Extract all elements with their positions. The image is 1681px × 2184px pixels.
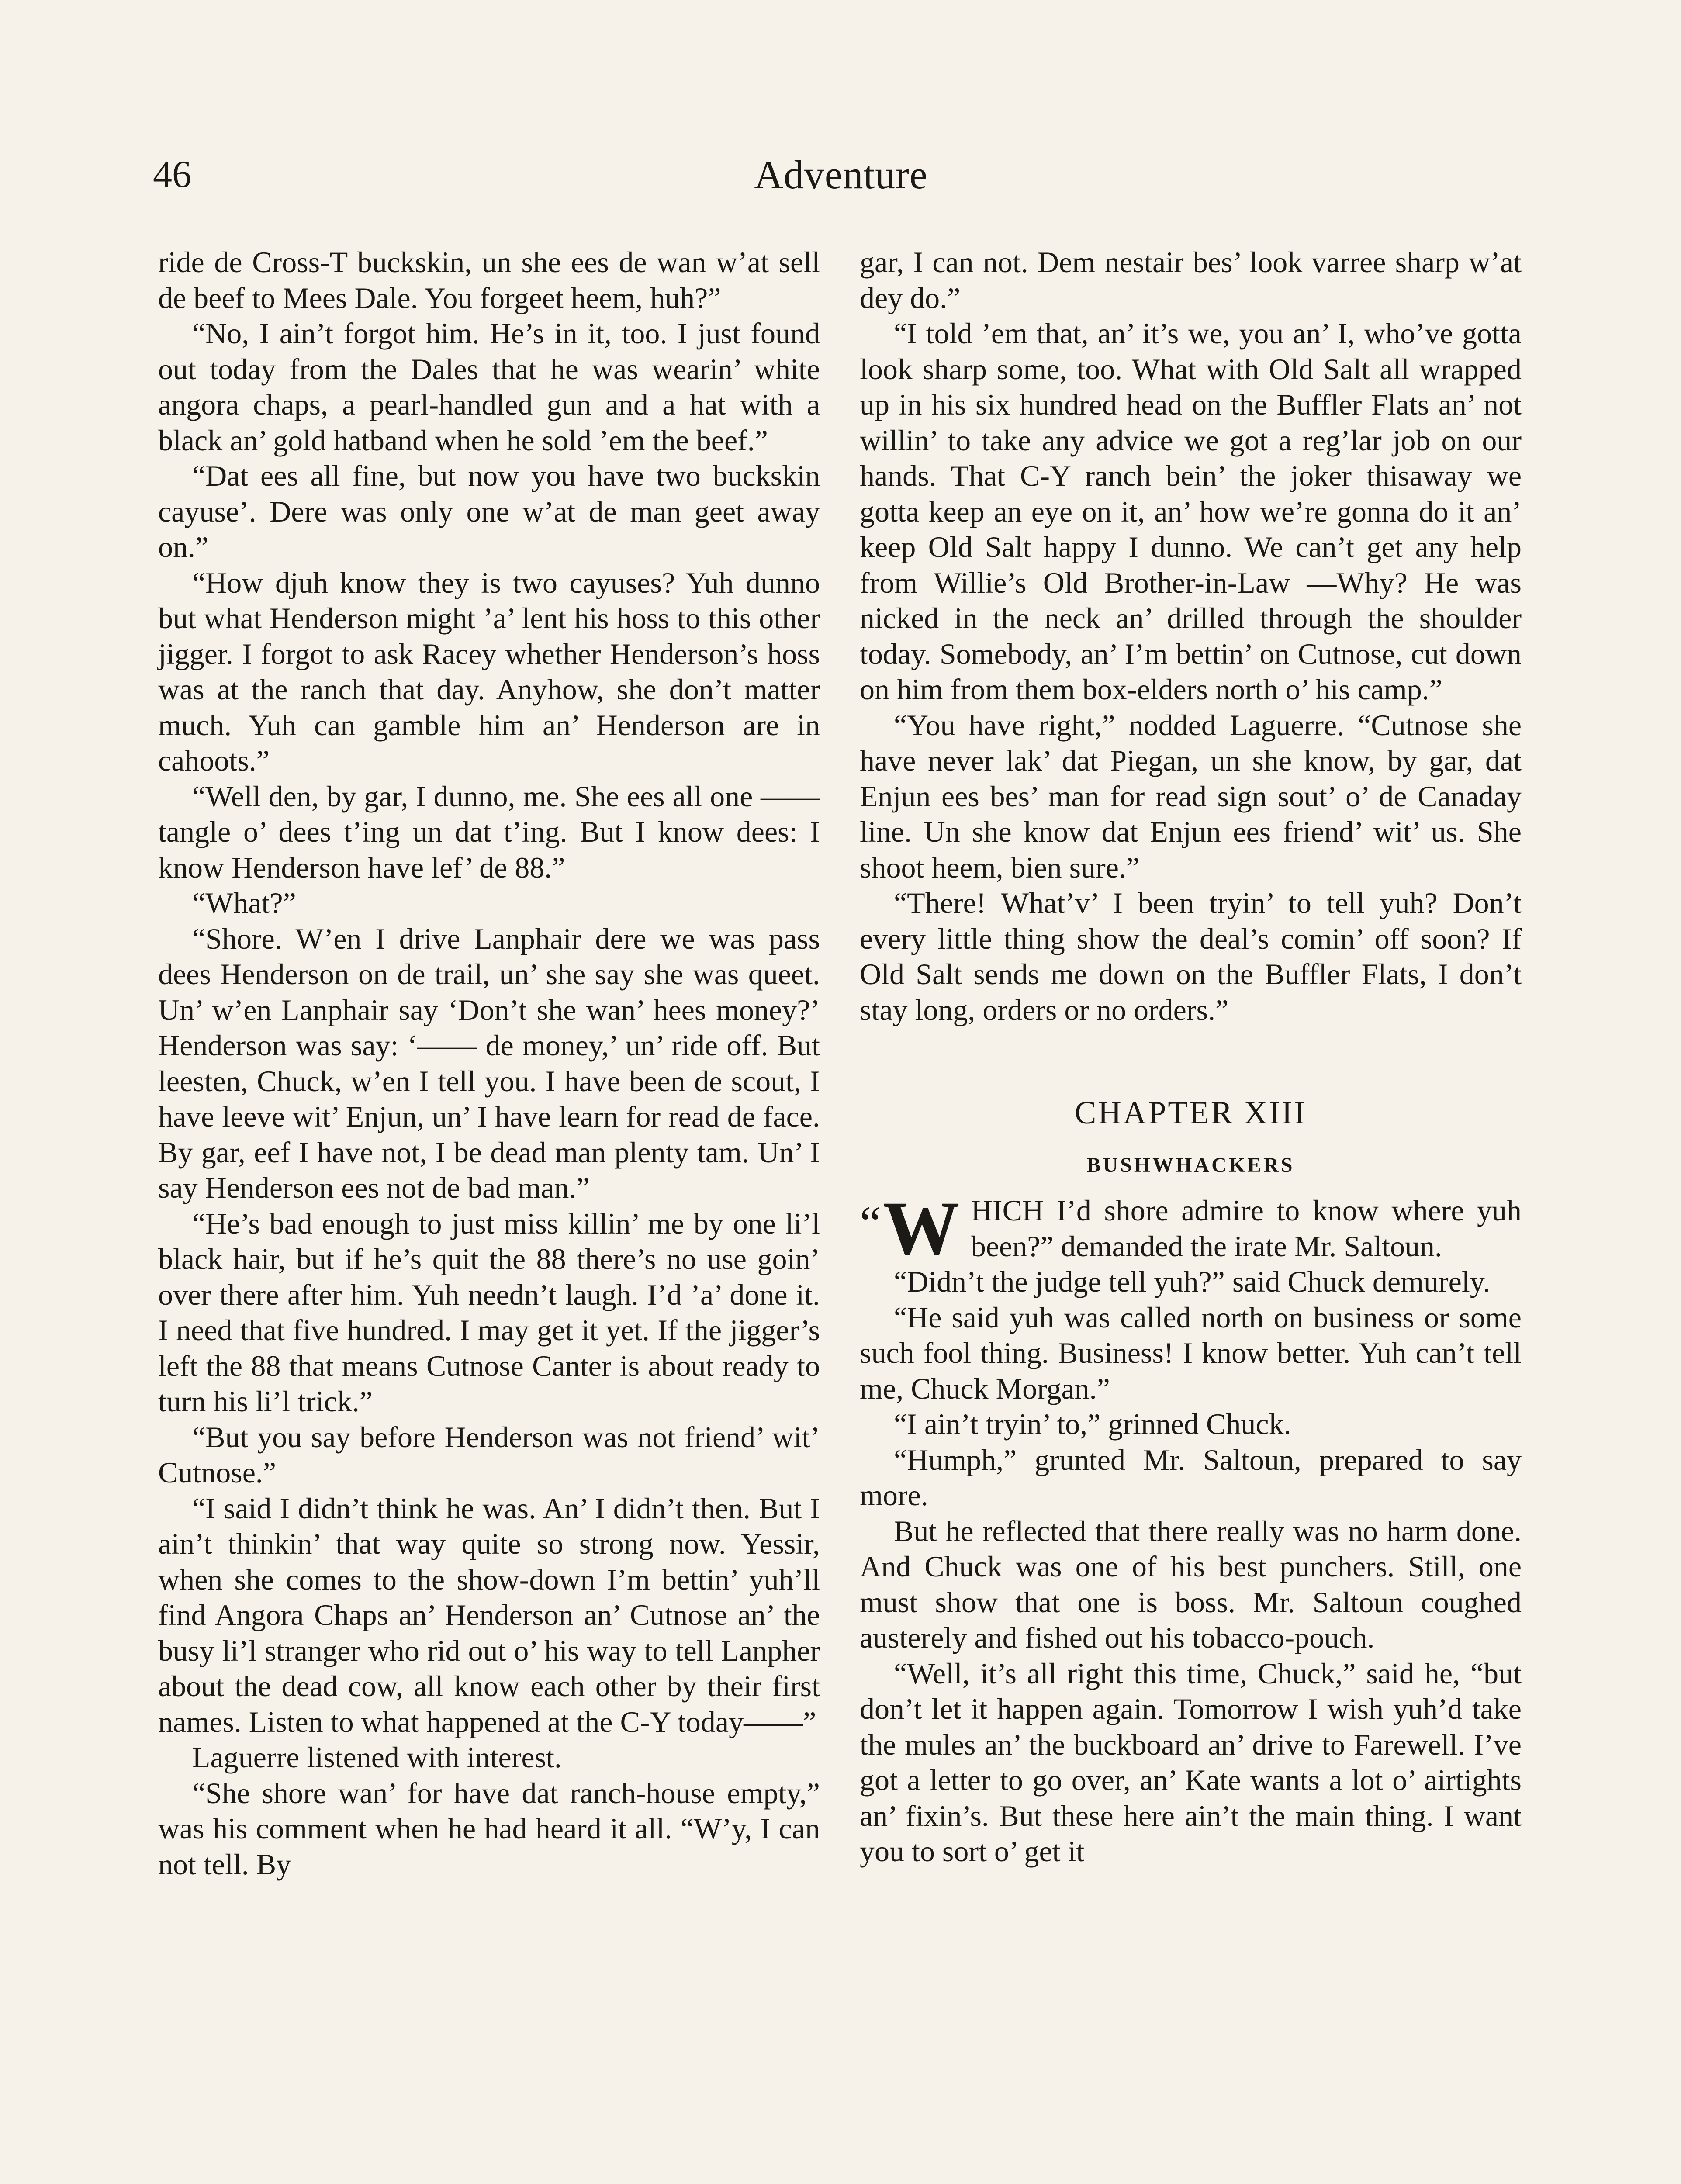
paragraph: “He’s bad enough to just miss killin’ me by one li’l black hair, but if he’s quit the 88 there’s no use goin’ over there after him. Yuh needn’t laugh. I’d ’a’ done it. I need that five hundred. I may get it yet. If the jigger’s left the 88 that means Cutnose Canter is about ready to turn his li’l trick.”	[158, 1206, 820, 1418]
paragraph: “How djuh know they is two cayuses? Yuh dunno but what Henderson might ’a’ lent his hoss to this other jigger. I forgot to ask Racey whether Henderson’s hoss was at the ranch that day. Anyhow, she don’t matter much. Yuh can gamble him an’ Henderson are in cahoots.”	[158, 566, 820, 777]
paragraph: “Dat ees all fine, but now you have two buckskin cayuse’. Dere was only one w’at de man geet away on.”	[158, 459, 820, 563]
chapter-title: CHAPTER XIII	[1074, 1095, 1307, 1131]
paragraph: “Humph,” grunted Mr. Saltoun, prepared to say more.	[860, 1443, 1522, 1512]
paragraph: “No, I ain’t forgot him. He’s in it, too. I just found out today from the Dales that he was wearin’ white angora chaps, a pearl-handled gun and a hat with a black an’ gold hatband when he sold ’em the beef.”	[158, 317, 820, 457]
paragraph: “Didn’t the judge tell yuh?” said Chuck demurely.	[894, 1265, 1491, 1298]
left-column	[158, 245, 820, 1882]
paragraph: “I said I didn’t think he was. An’ I didn’t then. But I ain’t thinkin’ that way quite so strong now. Yessir, when she comes to the show-down I’m bettin’ yuh’ll find Angora Chaps an’ Henderson an’ Cutnose an’ the busy li’l stranger who rid out o’ his way to tell Lanpher about the dead cow, all know each other by their first names. Listen to what happened at the C-Y today——”	[158, 1491, 820, 1738]
paragraph: “There! What’v’ I been tryin’ to tell yuh? Don’t every little thing show the deal’s comin’ off soon? If Old Salt sends me down on the Buffler Flats, I don’t stay long, orders or no orders.”	[860, 886, 1522, 1026]
drop-cap-letter: W	[882, 1186, 960, 1271]
paragraph: “But you say before Henderson was not friend’ wit’ Cutnose.”	[158, 1420, 820, 1489]
paragraph: gar, I can not. Dem nestair bes’ look varree sharp w’at dey do.”	[860, 245, 1522, 314]
chapter-subtitle: BUSHWHACKERS	[1086, 1154, 1295, 1177]
paragraph: But he reflected that there really was no harm done. And Chuck was one of his best punchers. Still, one must show that one is boss. Mr. Saltoun coughed austerely and fished out his tobacco-pouch.	[860, 1514, 1522, 1654]
page-header	[153, 144, 1529, 214]
paragraph: “Shore. W’en I drive Lanphair dere we was pass dees Henderson on de trail, un’ she say she was queet. Un’ w’en Lanphair say ‘Don’t she wan’ hees money?’ Henderson was say: ‘—— de money,’ un’ ride off. But leesten, Chuck, w’en I tell you. I have been de scout, I have leeve wit’ Enjun, un’ I have learn for read de face. By gar, eef I have not, I be dead man plenty tam. Un’ I say Henderson ees not de bad man.”	[158, 922, 820, 1204]
right-column	[860, 245, 1522, 1870]
paragraph: “Well, it’s all right this time, Chuck,” said he, “but don’t let it happen again. Tomorrow I wish yuh’d take the mules an’ the buckboard an’ drive to Farewell. I’ve got a letter to go over, an’ Kate wants a lot o’ airtights an’ fixin’s. But these here ain’t the main thing. I want you to sort o’ get it	[860, 1656, 1522, 1868]
drop-quote-mark: “	[860, 1196, 881, 1250]
paragraph: “I told ’em that, an’ it’s we, you an’ I, who’ve gotta look sharp some, too. What with Old Salt all wrapped up in his six hundred head on the Buffler Flats an’ not willin’ to take any advice we got a reg’lar job on our hands. That C-Y ranch bein’ the joker thisaway we gotta keep an eye on it, an’ how we’re gonna do it an’ keep Old Salt happy I dunno. We can’t get any help from Willie’s Old Brother-in-Law —Why? He was nicked in the neck an’ drilled through the shoulder today. Somebody, an’ I’m bettin’ on Cutnose, cut down on him from them box-elders north o’ his camp.”	[860, 317, 1522, 706]
paragraph: “You have right,” nodded Laguerre. “Cutnose she have never lak’ dat Piegan, un she know, by gar, dat Enjun ees bes’ man for read sign sout’ o’ de Canaday line. Un she know dat Enjun ees friend’ wit’ us. She shoot heem, bien sure.”	[860, 708, 1522, 884]
paragraph: “She shore wan’ for have dat ranch-house empty,” was his comment when he had heard it all. “W’y, I can not tell. By	[158, 1776, 820, 1881]
paragraph: “I ain’t tryin’ to,” grinned Chuck.	[894, 1407, 1291, 1441]
paragraph: ride de Cross-T buckskin, un she ees de wan w’at sell de beef to Mees Dale. You forgeet heem, huh?”	[158, 245, 820, 314]
paragraph: “What?”	[192, 886, 296, 919]
paragraph: “He said yuh was called north on business or some such fool thing. Business! I know better. Yuh can’t tell me, Chuck Morgan.”	[860, 1300, 1522, 1405]
paragraph: Laguerre listened with interest.	[192, 1741, 562, 1774]
paragraph: “Well den, by gar, I dunno, me. She ees all one —— tangle o’ dees t’ing un dat t’ing. But I know dees: I know Henderson have lef’ de 88.”	[158, 779, 820, 884]
page-number: 46	[153, 153, 191, 196]
chapter-opening-paragraph	[860, 1186, 1522, 1271]
running-title: Adventure	[754, 152, 928, 197]
chapter-opening-text: HICH I’d shore admire to know where yuh been?” demanded the irate Mr. Saltoun.	[971, 1194, 1522, 1263]
